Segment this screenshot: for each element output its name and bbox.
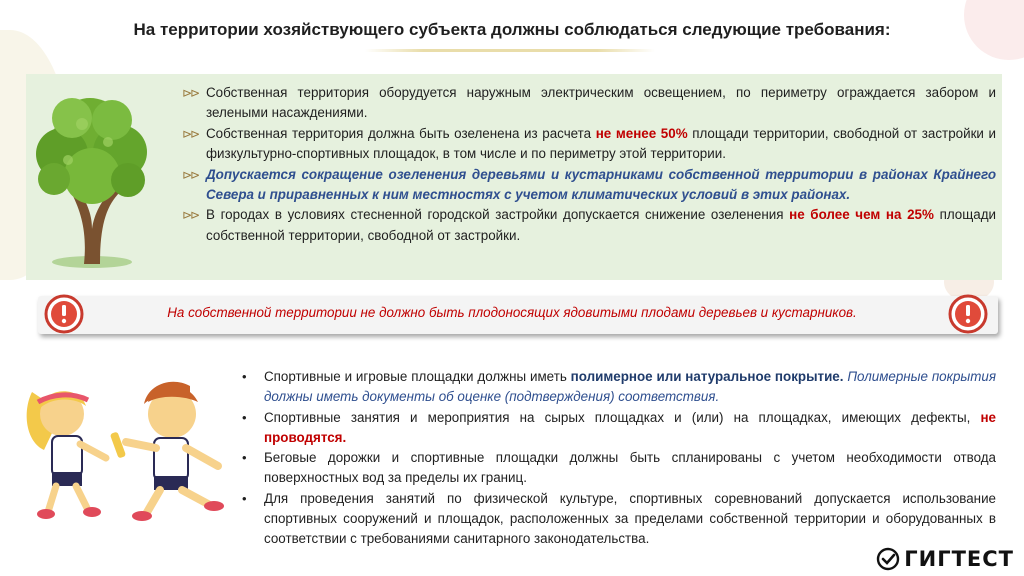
list-item-text: не более чем на 25% [789, 207, 934, 223]
running-kids-illustration [22, 372, 248, 522]
list-item [238, 367, 996, 408]
title-underline [365, 49, 655, 52]
list-item-text: Собственная территория оборудуется наружным электрическим освещением, по периметру ограждается забором и зелеными насаждениями. [206, 85, 996, 121]
list-item [182, 83, 996, 124]
list-item-text: площади собственной территории, свободной от застройки. [206, 207, 997, 243]
list-item [182, 205, 996, 246]
list-item-text: Спортивные занятия и мероприятия на сырых площадках и (или) на площадках, имеющих дефекты, [264, 409, 981, 425]
page-title: На территории хозяйствующего субъекта должны соблюдаться следующие требования: [133, 20, 891, 39]
check-circle-icon [876, 547, 900, 571]
list-item-text: Полимерные покрытия должны иметь документы об оценке (подтверждения) соответствия. [264, 369, 997, 405]
list-item [238, 408, 996, 449]
arrow-marker-icon: ⊳⊳ [182, 208, 199, 223]
bullet-icon: • [242, 450, 247, 466]
list-item-text: Допускается сокращение озеленения деревьями и кустарниками собственной территории в районах Крайнего Севера и приравненных к ним местностях с учетом климатических условий в этих районах. [206, 166, 996, 203]
bullet-icon: • [242, 409, 247, 425]
arrow-marker-icon: ⊳⊳ [182, 167, 199, 182]
bullet-icon: • [242, 369, 247, 384]
greening-requirements-list [182, 83, 996, 246]
exclamation-icon [948, 294, 988, 334]
list-item [238, 448, 996, 489]
list-item-text: полимерное или натуральное покрытие. [570, 369, 844, 384]
list-item [182, 165, 996, 206]
warning-text: На собственной территории не должно быть плодоносящих ядовитыми плодами деревьев и кустарников. [167, 305, 857, 320]
arrow-marker-icon: ⊳⊳ [182, 126, 199, 141]
list-item-text: Собственная территория должна быть озеленена из расчета [206, 125, 596, 141]
list-item [182, 124, 996, 165]
list-item-text: Беговые дорожки и спортивные площадки должны быть спланированы с учетом необходимости отвода поверхностных вод за пределы их границ. [264, 450, 996, 486]
list-item [238, 489, 996, 550]
arrow-marker-icon: ⊳⊳ [182, 86, 199, 100]
list-item-text: Для проведения занятий по физической культуре, спортивных соревнований допускается использование спортивных сооружений и площадок, расположенных за пределами собственной территории и оборудованных в соответствии с требованиями санитарного законодательства. [264, 490, 996, 547]
list-item-text: не проводятся. [264, 409, 996, 445]
company-logo [876, 546, 1014, 572]
tree-illustration [32, 84, 150, 270]
logo-text: ГИГТЕСТ [904, 547, 1014, 571]
list-item-text: Спортивные и игровые площадки должны иметь [264, 369, 571, 384]
sports-requirements-list [238, 367, 996, 550]
list-item-text: не менее 50% [595, 125, 688, 141]
list-item-text: площади территории, свободной от застройки и физкультурно-спортивных площадок, в том числе и по периметру этой территории. [206, 125, 996, 162]
bullet-icon: • [242, 490, 247, 506]
list-item-text: В городах в условиях стесненной городской застройки допускается снижение озеленения [206, 207, 790, 223]
